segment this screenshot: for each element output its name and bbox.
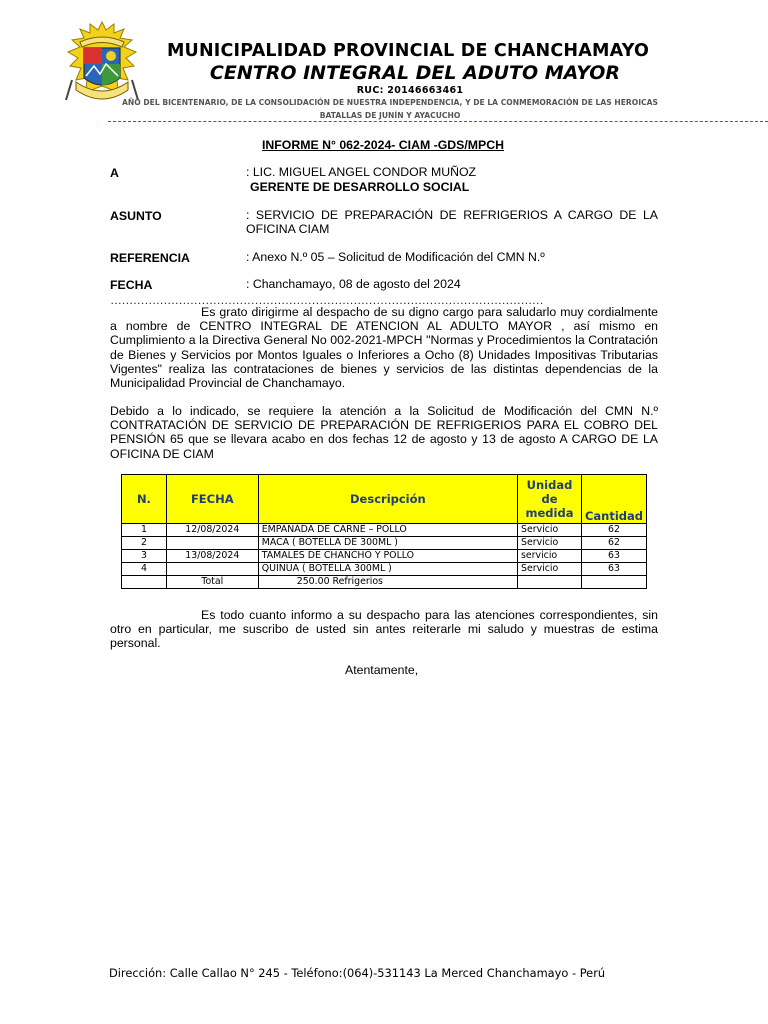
field-fecha-label: FECHA	[110, 278, 153, 292]
header-cantidad: Cantidad	[581, 475, 646, 524]
motto-line-1: AÑO DEL BICENTENARIO, DE LA CONSOLIDACIÓN DE NUESTRA INDEPENDENCIA, Y DE LA CONMEMORACIÓN DE LAS HEROICAS	[122, 98, 658, 107]
cell-n: 1	[122, 524, 167, 537]
table-row	[122, 550, 647, 563]
paragraph-1-text: Es grato dirigirme al despacho de su digno cargo para saludarlo muy cordialmente a nombre de CENTRO INTEGRAL DE ATENCION AL ADULTO MAYOR , así mismo en Cumplimiento a la Directiva General No 002-2021-MPCH "Normas y Procedimientos la Contratación de Bienes y Servicios por Montos Iguales o Inferiores a Ocho (8) Unidades Impositivas Tributarias Vigentes" realiza las contrataciones de bienes y servicios de las distintas dependencias de la Municipalidad Provincial de Chanchamayo.	[110, 305, 658, 391]
table-row	[122, 537, 647, 550]
header-unidad: Unidad de medida	[518, 475, 582, 524]
cell-n: 4	[122, 563, 167, 576]
cell-descripcion: EMPANADA DE CARNE – POLLO	[258, 524, 517, 537]
refreshment-table	[121, 474, 647, 589]
header-divider	[108, 121, 768, 122]
paragraph-1	[110, 305, 658, 390]
cell-cantidad: 62	[581, 537, 646, 550]
closing-text: Atentamente,	[345, 663, 419, 677]
cell-descripcion: QUINUA ( BOTELLA 300ML )	[258, 563, 517, 576]
header-subtitle: CENTRO INTEGRAL DEL ADUTO MAYOR	[209, 62, 621, 84]
total-value: 250.00 Refrigerios	[258, 576, 517, 589]
cell-fecha: 13/08/2024	[166, 550, 258, 563]
cell-cantidad: 63	[581, 550, 646, 563]
table-row	[122, 524, 647, 537]
cell-cantidad: 62	[581, 524, 646, 537]
document-title: INFORME N° 062-2024- CIAM -GDS/MPCH	[261, 138, 504, 152]
cell-fecha	[166, 537, 258, 550]
header-title: MUNICIPALIDAD PROVINCIAL DE CHANCHAMAYO	[166, 41, 650, 61]
cell-unidad: Servicio	[518, 524, 582, 537]
field-referencia-label: REFERENCIA	[110, 251, 190, 265]
cell-fecha: 12/08/2024	[166, 524, 258, 537]
total-label: Total	[166, 576, 258, 589]
paragraph-3-text: Es todo cuanto informo a su despacho para las atenciones correspondientes, sin otro en particular, me suscribo de usted sin antes reiterarle mi saludo y muestras de estima personal.	[110, 608, 658, 651]
paragraph-2: Debido a lo indicado, se requiere la atención a la Solicitud de Modificación del CMN N.º CONTRATACIÓN DE SERVICIO DE PREPARACIÓN DE REFRIGERIOS PARA EL COBRO DEL PENSIÓN 65 que se llevara acabo en dos fechas 12 de agosto y 13 de agosto A CARGO DE LA OFICINA DE CIAM	[110, 404, 658, 461]
motto-line-2: BATALLAS DE JUNÍN Y AYACUCHO	[319, 111, 461, 120]
cell-unidad: Servicio	[518, 563, 582, 576]
table-row	[122, 563, 647, 576]
cell-descripcion: TAMALES DE CHANCHO Y POLLO	[258, 550, 517, 563]
field-fecha-value: : Chanchamayo, 08 de agosto del 2024	[246, 277, 461, 291]
field-asunto-label: ASUNTO	[110, 209, 162, 223]
header-motto	[120, 96, 660, 122]
cell-unidad: servicio	[518, 550, 582, 563]
field-referencia-value: : Anexo N.º 05 – Solicitud de Modificación del CMN N.º	[246, 250, 545, 264]
cell-empty	[581, 576, 646, 589]
cell-fecha	[166, 563, 258, 576]
field-a-label: A	[110, 166, 119, 180]
paragraph-3	[110, 608, 658, 651]
cell-empty	[122, 576, 167, 589]
header-descripcion: Descripción	[258, 475, 517, 524]
cell-unidad: Servicio	[518, 537, 582, 550]
cell-empty	[518, 576, 582, 589]
header-n: N.	[122, 475, 167, 524]
table-total-row	[122, 576, 647, 589]
cell-n: 2	[122, 537, 167, 550]
field-asunto-value: : SERVICIO DE PREPARACIÓN DE REFRIGERIOS A CARGO DE LA OFICINA CIAM	[246, 208, 658, 236]
field-a-position: GERENTE DE DESARROLLO SOCIAL	[250, 180, 470, 194]
table-header-row	[122, 475, 647, 524]
cell-n: 3	[122, 550, 167, 563]
footer-address: Dirección: Calle Callao N° 245 - Teléfono:(064)-531143 La Merced Chanchamayo - Perú	[109, 966, 606, 980]
dotted-separator: ……………………………………………………………………………………………………	[110, 293, 544, 307]
field-a-value: : LIC. MIGUEL ANGEL CONDOR MUÑOZ	[246, 165, 477, 179]
header-fecha: FECHA	[166, 475, 258, 524]
cell-descripcion: MACA ( BOTELLA DE 300ML )	[258, 537, 517, 550]
header-ruc: RUC: 20146663461	[356, 85, 464, 96]
cell-cantidad: 63	[581, 563, 646, 576]
